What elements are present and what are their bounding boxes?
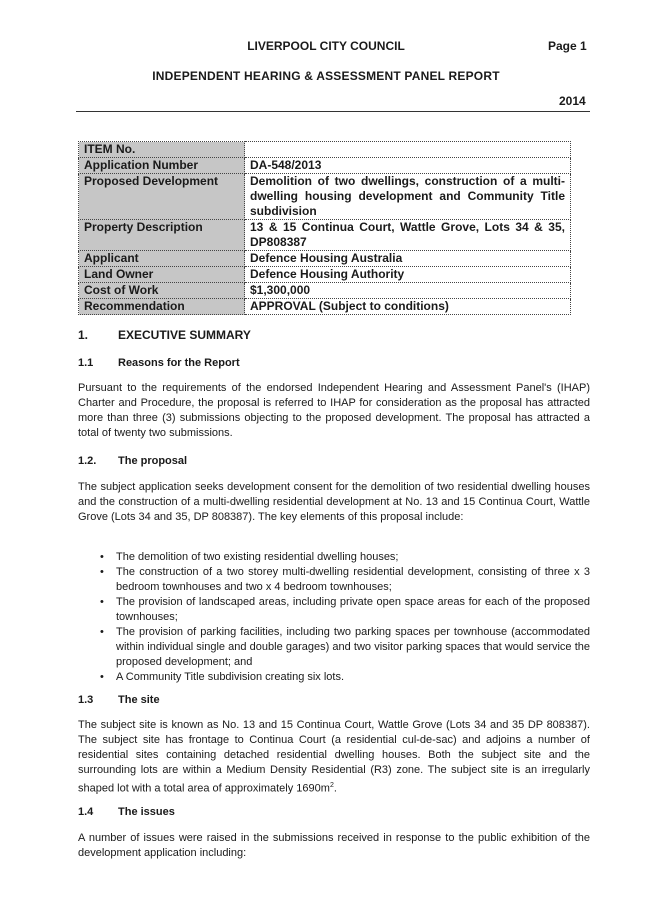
table-row — [79, 220, 571, 251]
table-row — [79, 174, 571, 220]
row-label: Recommendation — [79, 299, 245, 315]
council-name: LIVERPOOL CITY COUNCIL — [247, 39, 405, 53]
section-title: EXECUTIVE SUMMARY — [118, 328, 251, 342]
section-heading-reasons — [78, 357, 240, 369]
table-row — [79, 251, 571, 267]
row-value: $1,300,000 — [245, 283, 571, 299]
site-paragraph-end: . — [333, 782, 337, 795]
section-number: 1.1 — [78, 357, 94, 369]
list-item-text: The provision of landscaped areas, including private open space areas for each of the proposed townhouses; — [116, 596, 590, 623]
list-item-text: The demolition of two existing residential dwelling houses; — [116, 551, 399, 563]
row-label: Proposed Development — [79, 174, 245, 220]
bullet-icon: • — [100, 626, 104, 638]
section-heading-issues — [78, 806, 175, 818]
row-value — [245, 142, 571, 158]
bullet-icon: • — [100, 596, 104, 608]
header-divider — [76, 111, 590, 112]
row-label: Land Owner — [79, 267, 245, 283]
section-title: Reasons for the Report — [118, 357, 240, 369]
section-heading-proposal — [78, 455, 187, 467]
list-item — [78, 625, 590, 670]
report-year: 2014 — [559, 94, 586, 108]
section-title: The issues — [118, 806, 175, 818]
row-value: Defence Housing Authority — [245, 267, 571, 283]
section-number: 1.2. — [78, 455, 97, 467]
list-item-text: A Community Title subdivision creating six lots. — [116, 671, 345, 683]
list-item — [78, 595, 590, 625]
bullet-icon: • — [100, 551, 104, 563]
list-item — [78, 565, 590, 595]
row-value: Defence Housing Australia — [245, 251, 571, 267]
bullet-icon: • — [100, 566, 104, 578]
list-item-text: The provision of parking facilities, including two parking spaces per townhouse (accommodated within individual single and double garages) and two visitor parking spaces that would service the proposed development; and — [116, 626, 590, 668]
section-number: 1. — [78, 328, 89, 342]
table-row — [79, 283, 571, 299]
row-label: Applicant — [79, 251, 245, 267]
table-row — [79, 299, 571, 315]
row-value: 13 & 15 Continua Court, Wattle Grove, Lots 34 & 35, DP808387 — [245, 220, 571, 251]
issues-paragraph: A number of issues were raised in the submissions received in response to the public exhibition of the development application including: — [78, 832, 590, 859]
row-label: ITEM No. — [79, 142, 245, 158]
reasons-paragraph: Pursuant to the requirements of the endorsed Independent Hearing and Assessment Panel's (IHAP) Charter and Procedure, the proposal is referred to IHAP for consideration as the proposal has attracted more than three (3) submissions objecting to the proposed development. The proposal has attracted a total of twenty two submissions. — [78, 382, 590, 439]
report-title: INDEPENDENT HEARING & ASSESSMENT PANEL REPORT — [152, 69, 500, 83]
row-value: Demolition of two dwellings, construction of a multi-dwelling housing development and Community Title subdivision — [245, 174, 571, 220]
bullet-icon: • — [100, 671, 104, 683]
section-heading-executive-summary — [78, 328, 251, 342]
table-row — [79, 142, 571, 158]
row-label: Cost of Work — [79, 283, 245, 299]
table-row — [79, 267, 571, 283]
section-heading-site — [78, 694, 160, 706]
proposal-paragraph: The subject application seeks development consent for the demolition of two residential dwelling houses and the construction of a multi-dwelling residential development at No. 13 and 15 Continua Court, Wattle Grove (Lots 34 and 35, DP 808387). The key elements of this proposal include: — [78, 481, 590, 523]
area-superscript: 2 — [329, 782, 334, 789]
table-row — [79, 158, 571, 174]
section-number: 1.4 — [78, 806, 94, 818]
list-item — [78, 550, 590, 565]
section-number: 1.3 — [78, 694, 94, 706]
row-value: DA-548/2013 — [245, 158, 571, 174]
site-paragraph-text: The subject site is known as No. 13 and 15 Continua Court, Wattle Grove (Lots 34 and 35 DP 808387). The subject site has frontage to Continua Court (a residential cul-de-sac) and adjoins a number of residential sites containing detached residential dwelling houses. Both the subject site and the surrounding lots are within a Medium Density Residential (R3) zone. The subject site is an irregularly shaped lot with a total area of approximately 1690m — [78, 719, 590, 795]
row-label: Property Description — [79, 220, 245, 251]
list-item — [78, 670, 590, 685]
list-item-text: The construction of a two storey multi-dwelling residential development, consisting of three x 3 bedroom townhouses and two x 4 bedroom townhouses; — [116, 566, 590, 593]
application-summary-table — [78, 141, 571, 315]
row-label: Application Number — [79, 158, 245, 174]
proposal-elements-list — [78, 550, 590, 685]
row-value: APPROVAL (Subject to conditions) — [245, 299, 571, 315]
section-title: The proposal — [118, 455, 188, 467]
page-number: Page 1 — [548, 39, 587, 53]
section-title: The site — [118, 694, 160, 706]
site-paragraph — [78, 718, 590, 797]
